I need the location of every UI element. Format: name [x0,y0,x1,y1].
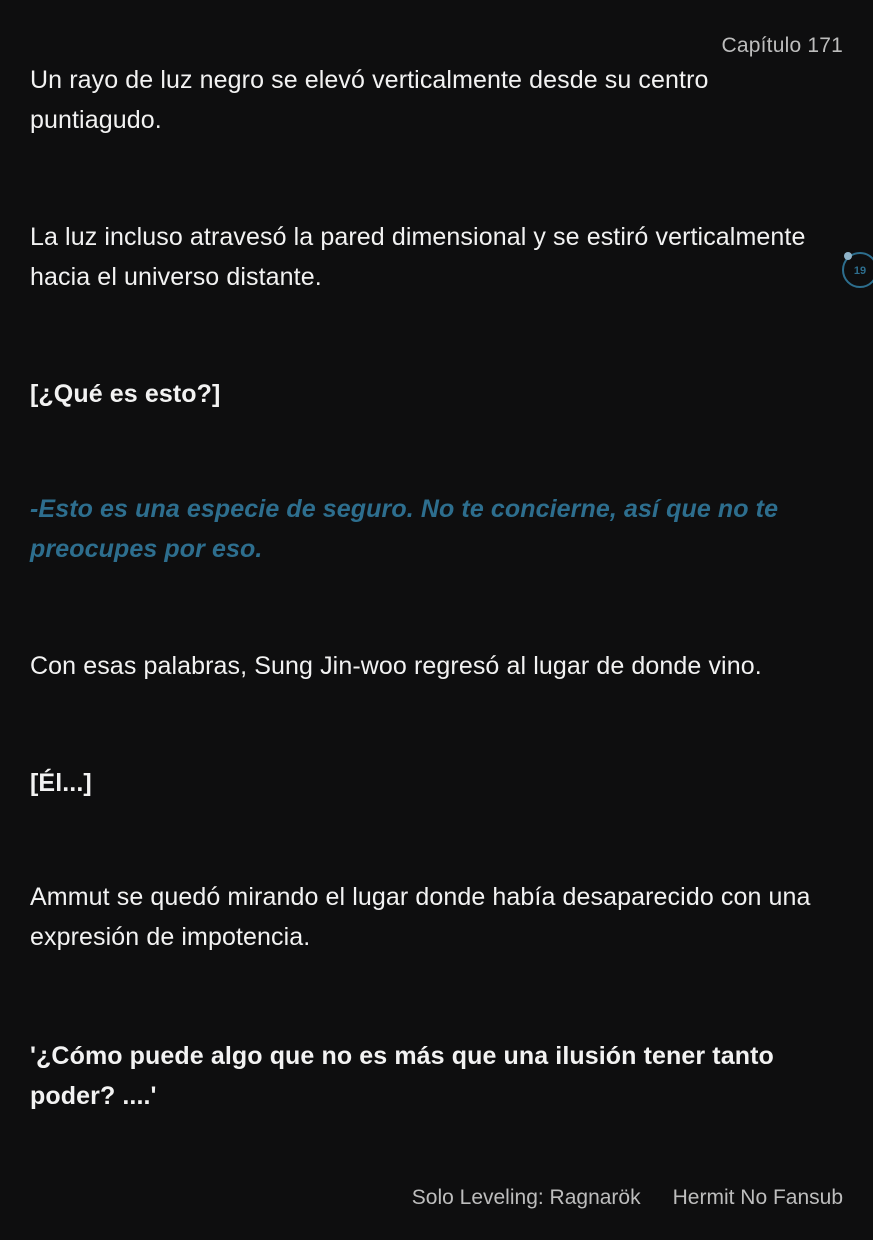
footer [412,1186,843,1210]
paragraph: Con esas palabras, Sung Jin-woo regresó al lugar de donde vino. [30,652,762,680]
chapter-label: Capítulo 171 [721,34,843,57]
paragraph: La luz incluso atravesó la pared dimensional y se estiró verticalmente hacia el universo distante. [30,223,806,291]
translator-credit: Hermit No Fansub [672,1186,843,1209]
novel-title: Solo Leveling: Ragnarök [411,1186,641,1209]
paragraph: Ammut se quedó mirando el lugar donde había desaparecido con una expresión de impotencia. [30,883,811,951]
dialogue-line: [¿Qué es esto?] [30,380,221,408]
reading-progress-indicator[interactable] [838,250,873,290]
progress-label: 19 [853,265,867,277]
thought-line: '¿Cómo puede algo que no es más que una ilusión tener tanto poder? ....' [30,1042,774,1110]
progress-ring-icon [838,250,873,290]
paragraph: Un rayo de luz negro se elevó verticalmente desde su centro puntiagudo. [30,66,709,134]
dialogue-line-italic: -Esto es una especie de seguro. No te concierne, así que no te preocupes por eso. [30,495,779,563]
dialogue-line: [Él...] [30,769,92,797]
